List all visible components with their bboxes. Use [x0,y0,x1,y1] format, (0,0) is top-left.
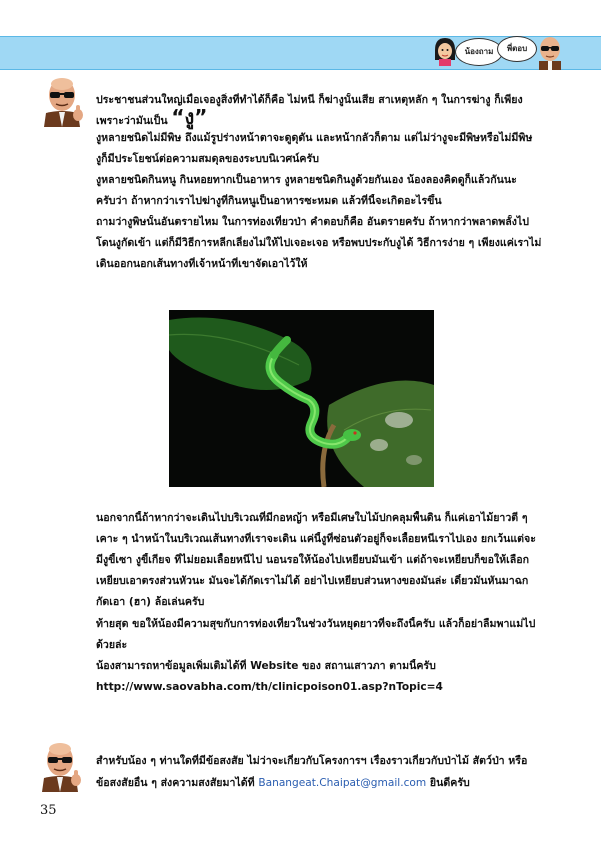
paragraph-line: น้องสามารถหาข้อมูลเพิ่มเติมได้ที่ Website ของ สถานเสาวภา ตามนี้ครับ [96,660,436,672]
little-asks-bubble: น้องถาม [455,38,503,66]
big-answers-bubble: พี่ตอบ [497,36,537,62]
paragraph-line: ด้วยล่ะ [96,639,128,651]
page-number: 35 [40,803,57,818]
paragraph-line: มีงูขี้เซา งูขี้เกียจ ที่ไม่ยอมเลื้อยหนีไป นอนรอให้น้องไปเหยียบมันเข้า แต่ถ้าจะเหยียบก็ขอให้เลือก [96,554,530,566]
paragraph-line: สำหรับน้อง ๆ ท่านใดที่มีข้อสงสัย ไม่ว่าจะเกี่ยวกับโครงการฯ เรื่องราวเกี่ยวกับป่าไม้ สัตว์ป่า หรือ [96,755,528,767]
paragraph-line [96,776,566,790]
snake-word-highlight: “งู” [171,105,208,129]
host-avatar-icon [38,740,84,792]
paragraph-text: ยินดีครับ [429,777,470,789]
paragraph-line [96,104,566,130]
snake-photo [169,310,434,487]
paragraph-text: ข้อสงสัยอื่น ๆ ส่งความสงสัยมาได้ที่ [96,777,255,789]
paragraph-line: ถามว่างูพิษนั้นอันตรายไหม ในการท่องเที่ยวป่า คำตอบก็คือ อันตรายครับ ถ้าหากว่าพลาดพลั้งไป [96,216,529,228]
paragraph-line: ครับว่า ถ้าหากว่าเราไปฆ่างูที่กินหนูเป็นอาหารซะหมด แล้วที่นี้จะเกิดอะไรขึ้น [96,195,442,207]
website-url-link[interactable]: http://www.saovabha.com/th/clinicpoison01.asp?nTopic=4 [96,681,443,693]
paragraph-line: เดินออกนอกเส้นทางที่เจ้าหน้าที่เขาจัดเอาไว้ให้ [96,258,308,270]
paragraph-line: นอกจากนี้ถ้าหากว่าจะเดินไปบริเวณที่มีกอหญ้า หรือมีเศษใบไม้ปกคลุมพื้นดิน ก็แค่เอาไม้ยาวตี ๆ [96,512,528,524]
paragraph-line: งูก็มีประโยชน์ต่อความสมดุลของระบบนิเวศน์ครับ [96,153,319,165]
paragraph-text: เพราะว่ามันเป็น [96,115,168,127]
paragraph-line: เหยียบเอาตรงส่วนหัวนะ มันจะได้กัดเราไม่ได้ อย่าไปเหยียบส่วนหางของมันล่ะ เดี๋ยวมันหันมาฉก [96,575,529,587]
paragraph-line: โดนงูกัดเข้า แต่ก็มีวิธีการหลีกเลี่ยงไม่ให้ไปเจอะเจอ หรือพบประกับงูได้ วิธีการง่าย ๆ เพียงแค่เราไม่ [96,237,542,249]
paragraph-line: ท้ายสุด ขอให้น้องมีความสุขกับการท่องเที่ยวในช่วงวันหยุดยาวที่จะถึงนี้ครับ แล้วก็อย่าลืมพาแม่ไป [96,618,536,630]
paragraph-line: งูหลายชนิดกินหนู กินหอยทากเป็นอาหาร งูหลายชนิดกินงูด้วยกันเอง น้องลองคิดดูก็แล้วกันนะ [96,174,517,186]
paragraph-line: เคาะ ๆ นำหน้าในบริเวณเส้นทางที่เราจะเดิน แค่นี้งูที่ซ่อนตัวอยู่ก็จะเลื้อยหนีเราไปเอง ยกเว้นแต่จะ [96,533,536,545]
paragraph-line: ประชาชนส่วนใหญ่เมื่อเจองูสิ่งที่ทำได้ก็คือ ไม่หนี ก็ฆ่างูนั้นเสีย สาเหตุหลัก ๆ ในการฆ่างู ก็เพียง [96,94,523,106]
host-avatar-icon [533,34,567,70]
paragraph-line: กัดเอา (ฮา) ล้อเล่นครับ [96,596,205,608]
contact-email-link[interactable]: Banangeat.Chaipat@gmail.com [258,777,427,789]
green-pit-viper-image [169,310,434,487]
paragraph-line: งูหลายชนิดไม่มีพิษ ถึงแม้รูปร่างหน้าตาจะดูดุดัน และหน้ากลัวก็ตาม แต่ไม่ว่างูจะมีพิษหรือไม่มีพิษ [96,132,533,144]
host-avatar-icon [40,75,86,127]
